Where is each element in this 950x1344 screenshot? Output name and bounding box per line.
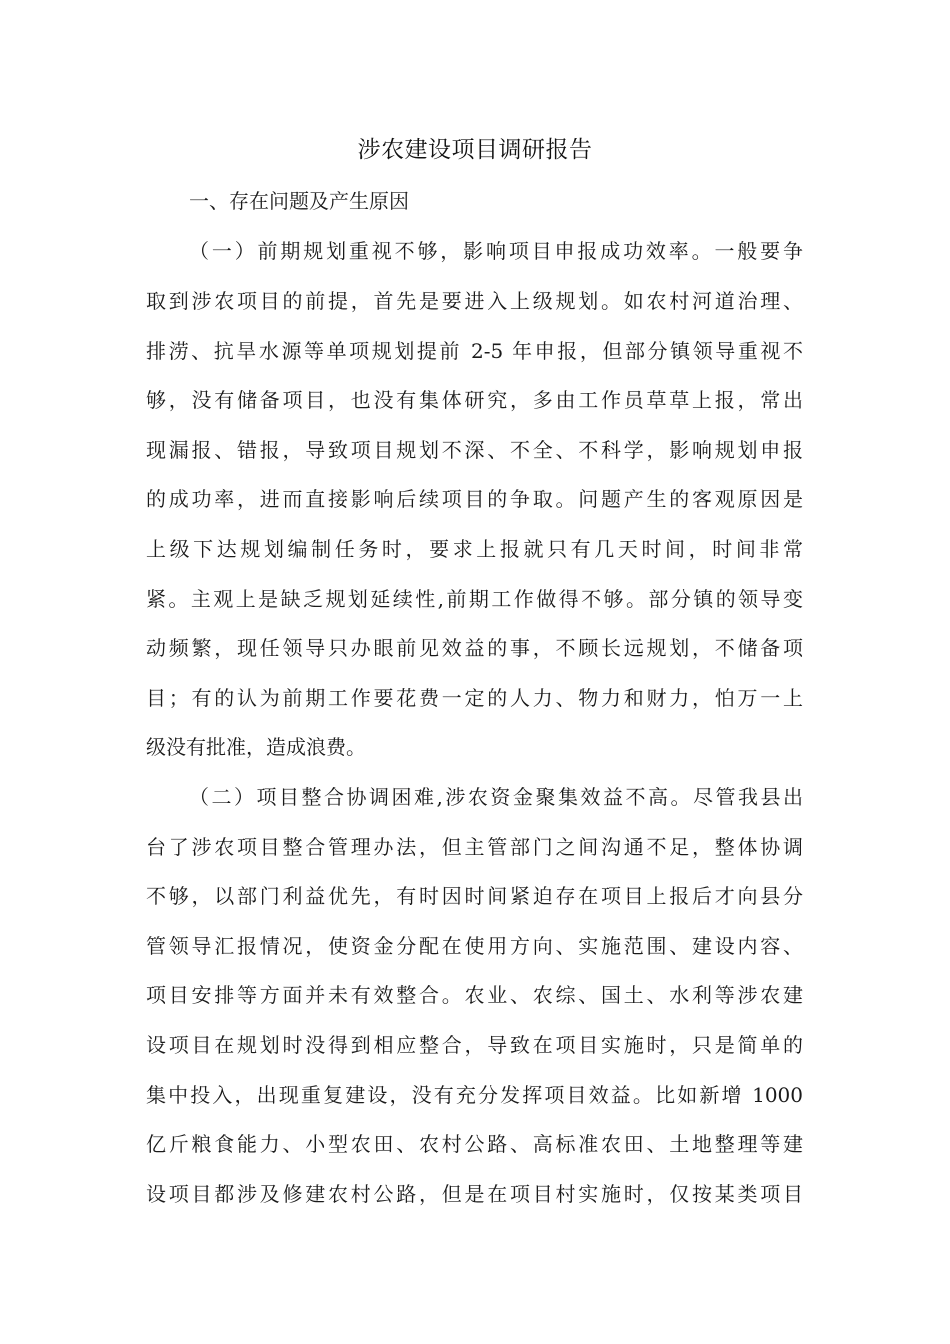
section-heading: 一、存在问题及产生原因 — [189, 189, 409, 213]
paragraph-1-line: 上级下达规划编制任务时，要求上报就只有几天时间，时间非常 — [146, 537, 803, 561]
paragraph-2-line: 设项目都涉及修建农村公路，但是在项目村实施时，仅按某类项目 — [146, 1182, 803, 1206]
paragraph-1-line: 目；有的认为前期工作要花费一定的人力、物力和财力，怕万一上 — [146, 686, 803, 710]
paragraph-2-line: 亿斤粮食能力、小型农田、农村公路、高标准农田、土地整理等建 — [146, 1132, 803, 1156]
paragraph-2-line: 项目安排等方面并未有效整合。农业、农综、国土、水利等涉农建 — [146, 983, 803, 1007]
paragraph-1-line: 动频繁，现任领导只办眼前见效益的事，不顾长远规划，不储备项 — [146, 636, 803, 660]
paragraph-2-line: 不够，以部门利益优先，有时因时间紧迫存在项目上报后才向县分 — [146, 884, 803, 908]
paragraph-2-line: 管领导汇报情况，使资金分配在使用方向、实施范围、建设内容、 — [146, 934, 803, 958]
paragraph-1-line: 的成功率，进而直接影响后续项目的争取。问题产生的客观原因是 — [146, 487, 803, 511]
paragraph-1-line: 紧。主观上是缺乏规划延续性,前期工作做得不够。部分镇的领导变 — [146, 587, 803, 611]
paragraph-1-line: 排涝、抗旱水源等单项规划提前 2-5 年申报，但部分镇领导重视不 — [146, 339, 803, 363]
paragraph-1-line: 够，没有储备项目，也没有集体研究，多由工作员草草上报，常出 — [146, 388, 803, 412]
paragraph-1-line: 级没有批准，造成浪费。 — [146, 735, 366, 759]
paragraph-1-line: 取到涉农项目的前提，首先是要进入上级规划。如农村河道治理、 — [146, 289, 803, 313]
paragraph-2-line: 台了涉农项目整合管理办法，但主管部门之间沟通不足，整体协调 — [146, 835, 803, 859]
paragraph-2-line: （二）项目整合协调困难,涉农资金聚集效益不高。尽管我县出 — [189, 785, 803, 809]
paragraph-2-line: 设项目在规划时没得到相应整合，导致在项目实施时，只是简单的 — [146, 1033, 803, 1057]
paragraph-1-line: 现漏报、错报，导致项目规划不深、不全、不科学，影响规划申报 — [146, 438, 803, 462]
document-title: 涉农建设项目调研报告 — [357, 137, 593, 163]
paragraph-2-line: 集中投入，出现重复建设，没有充分发挥项目效益。比如新增 1000 — [146, 1083, 803, 1107]
paragraph-1-line: （一）前期规划重视不够，影响项目申报成功效率。一般要争 — [189, 239, 803, 263]
